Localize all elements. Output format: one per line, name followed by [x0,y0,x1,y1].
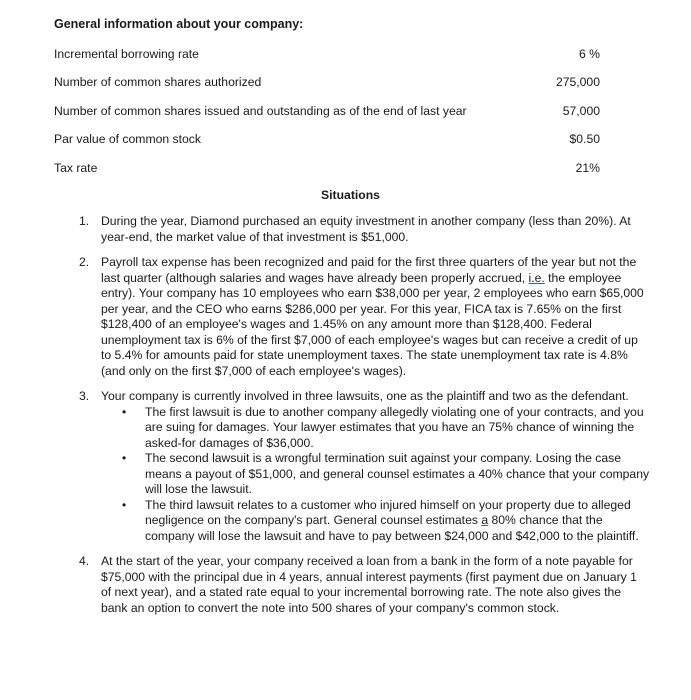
situations-list [76,214,650,626]
situation-3 [76,389,650,544]
bullet-icon: • [122,404,127,419]
situation-4 [76,554,650,616]
list-number: 2. [79,255,90,269]
bullet-text: 80% chance that the company will lose the lawsuit and have to pay between $24,000 and $42,000 to the plaintiff. [145,513,639,543]
info-value: $0.50 [569,132,600,146]
bullet-text: The third lawsuit relates to a customer who injured himself on your property due to alleged negligence on the company's part. General counsel estimates [145,497,631,527]
bullet-text: The second lawsuit is a wrongful termination suit against your company. Losing the case means a payout of $51,000, and general counsel estimates a 40% chance that your company will lose the lawsuit. [145,451,650,496]
bullet-item [101,451,650,498]
info-row-tax-rate [54,161,600,175]
situation-text: the employee entry). Your company has 10 employees who earn $38,000 per year, 2 employees who earn $65,000 per year, and the CEO who earns $286,000 per year. For this year, FICA tax is 7.65% on the first $128,400 of an employee's wages and 1.45% on any amount more than $128,400. Federal unemployment tax is 6% of the first $7,000 of each employee's wages but can receive a credit of up to 5.4% for amounts paid for state unemployment taxes. The state unemployment tax rate is 4.8% (and only on the first $7,000 of each employee's wages). [101,270,644,378]
list-number: 3. [79,389,90,403]
info-value: 21% [575,161,600,175]
situations-heading: Situations [321,188,380,202]
underlined-word: a [481,513,489,527]
bullet-icon: • [122,451,127,465]
list-number: 1. [79,214,90,228]
bullet-item [101,498,650,545]
ie-abbreviation: i.e. [528,270,545,285]
situation-2 [76,255,650,379]
info-row-shares-outstanding [54,104,600,118]
situation-text: Payroll tax expense has been recognized and paid for the first three quarters of the year but not the last quarter (although salaries and wages have already been properly accrued, [101,255,637,285]
bullet-icon: • [122,497,127,512]
situation-text: At the start of the year, your company received a loan from a bank in the form of a note payable for $75,000 with the principal due in 4 years, annual interest payments (first payment due on January 1 of next year), and a stated rate equal to your incremental borrowing rate. The note also gives the bank an option to convert the note into 500 shares of your company's common stock. [101,554,637,615]
info-label: Par value of common stock [54,132,201,146]
info-value: 275,000 [555,75,600,89]
situation-1 [76,214,650,245]
info-label: Number of common shares issued and outstanding as of the end of last year [54,104,467,118]
lawsuit-bullets [101,405,650,545]
info-label: Incremental borrowing rate [54,47,199,61]
situation-text: During the year, Diamond purchased an equity investment in another company (less than 20%). At year-end, the market value of that investment is $51,000. [101,214,631,244]
info-label: Tax rate [54,161,98,175]
info-value: 6 % [578,47,600,61]
list-number: 4. [79,554,90,568]
info-row-borrowing-rate [54,47,600,61]
info-label: Number of common shares authorized [54,75,262,89]
situation-text: Your company is currently involved in three lawsuits, one as the plaintiff and two as the defendant. [101,389,629,403]
info-row-par-value [54,132,600,146]
bullet-item [101,405,650,452]
general-info-heading: General information about your company: [54,17,304,31]
info-row-shares-authorized [54,75,600,89]
bullet-text: The first lawsuit is due to another company allegedly violating one of your contracts, and you are suing for damages. Your lawyer estimates that you have an 75% chance of winning the asked-for damages of $36,000. [145,404,644,450]
info-value: 57,000 [562,104,600,118]
